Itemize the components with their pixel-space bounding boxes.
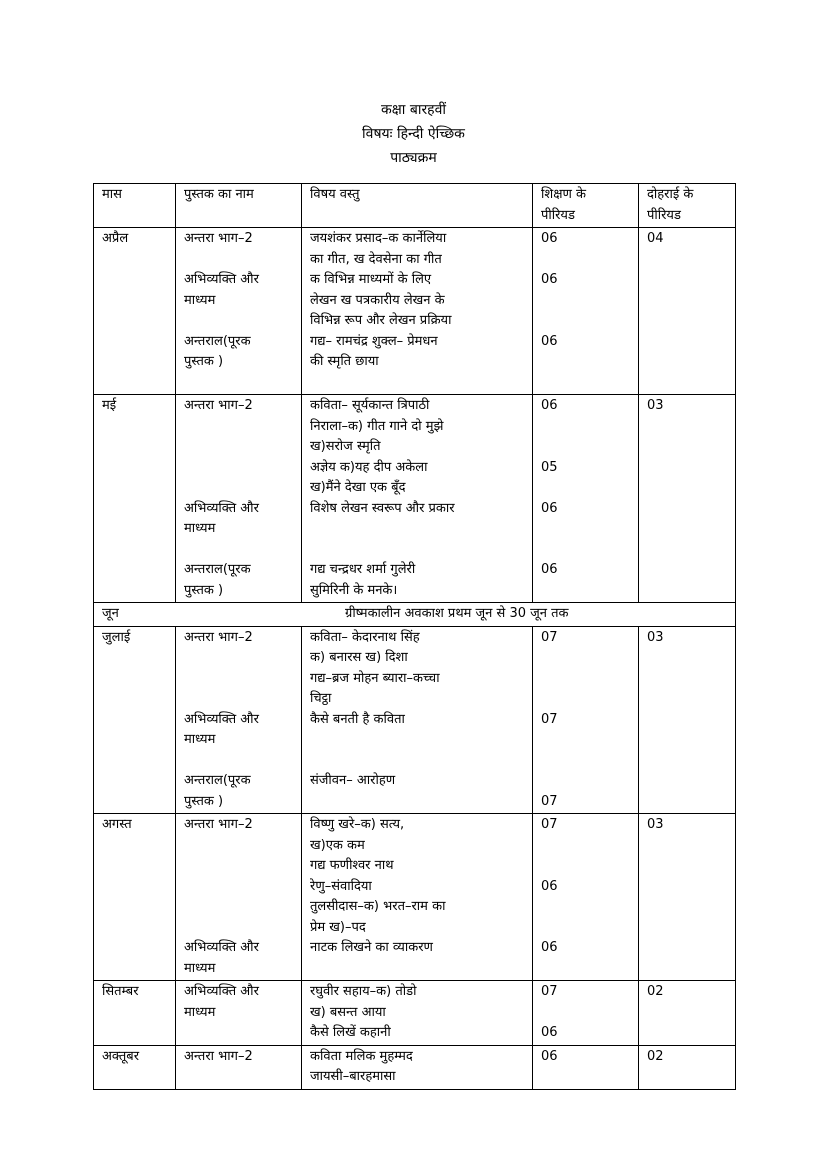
teaching-period [541, 669, 633, 690]
month-cell [94, 814, 176, 981]
book-name [184, 836, 296, 857]
content-line: कैसे बनती है कविता [310, 711, 405, 727]
teaching-period: 06 [541, 1048, 558, 1064]
teaching-period: 06 [541, 333, 558, 349]
book-name: माध्यम [184, 292, 216, 308]
book-cell [176, 228, 302, 395]
content-line: विष्णु खरे–क) सत्य, [310, 817, 405, 832]
book-name: माध्यम [184, 732, 216, 747]
book-name [184, 478, 296, 499]
teaching-period: 06 [541, 500, 558, 516]
month-cell [94, 1045, 176, 1089]
content-line: अज्ञेय क)यह दीप अकेला [310, 459, 428, 475]
header-label: पीरियड [647, 207, 681, 223]
content-line: ख)मैंने देखा एक बूँद [310, 480, 406, 495]
book-name: अभिव्यक्ति और [184, 500, 259, 516]
teaching-period: 05 [541, 459, 558, 475]
table-row [94, 626, 736, 814]
table-row [94, 981, 736, 1046]
content-line: जायसी–बारहमासा [310, 1069, 396, 1084]
book-name [184, 669, 296, 690]
teaching-period [541, 771, 633, 792]
teaching-period: 06 [541, 398, 558, 413]
teaching-period [541, 581, 633, 602]
teaching-period [541, 648, 633, 669]
book-name: अभिव्यक्ति और [184, 984, 259, 999]
teaching-period: 07 [541, 793, 558, 809]
book-name: अन्तराल(पूरक [184, 333, 251, 349]
teaching-period [541, 373, 633, 394]
content-line [310, 540, 527, 561]
teaching-period: 07 [541, 817, 558, 832]
header-label: मास [102, 187, 122, 202]
header-label: शिक्षण के [541, 187, 587, 202]
content-line [310, 959, 527, 980]
table-header-row [94, 184, 736, 228]
teaching-period [541, 897, 633, 918]
book-name [184, 689, 296, 710]
teaching-period: 07 [541, 629, 558, 645]
book-name [184, 437, 296, 458]
revision-period: 03 [647, 398, 664, 413]
book-name [184, 856, 296, 877]
content-line: लेखन ख पत्रकारीय लेखन के [310, 292, 445, 308]
teaching-period: 06 [541, 1025, 558, 1040]
teaching-period: 06 [541, 272, 558, 287]
content-line: का गीत, ख देवसेना का गीत [310, 251, 442, 267]
book-name [184, 458, 296, 479]
content-line: ख)एक कम [310, 837, 365, 853]
book-name [184, 918, 296, 939]
book-name [184, 1067, 296, 1088]
content-line: ख) बसन्त आया [310, 1004, 386, 1020]
book-name: अभिव्यक्ति और [184, 272, 259, 287]
header-label: विषय वस्तु [310, 187, 360, 202]
teaching-period-cell [533, 395, 639, 603]
content-line: कैसे लिखें कहानी [310, 1025, 391, 1040]
teaching-period [541, 751, 633, 772]
month-label: जून [102, 606, 119, 621]
revision-period: 02 [647, 984, 664, 999]
revision-period-cell [639, 395, 736, 603]
teaching-period-cell [533, 981, 639, 1046]
book-name: पुस्तक ) [184, 354, 224, 369]
content-cell [302, 1045, 533, 1089]
book-cell [176, 395, 302, 603]
revision-period-cell [639, 228, 736, 395]
content-line: रघुवीर सहाय–क) तोडो [310, 984, 417, 999]
table-row [94, 603, 736, 627]
teaching-period [541, 856, 633, 877]
class-title: कक्षा बारहवीं [380, 102, 447, 118]
month-label: अगस्त [102, 817, 132, 832]
revision-period-cell [639, 814, 736, 981]
vacation-note [176, 603, 736, 627]
book-name [184, 417, 296, 438]
book-cell [176, 814, 302, 981]
table-row [94, 1045, 736, 1089]
book-name: अन्तरा भाग–2 [184, 398, 253, 413]
vacation-note-text: ग्रीष्मकालीन अवकाश प्रथम जून से 30 जून तक [344, 606, 569, 621]
teaching-period [541, 519, 633, 540]
teaching-period [541, 836, 633, 857]
content-line: कविता मलिक मुहम्मद [310, 1048, 413, 1064]
month-cell [94, 981, 176, 1046]
content-line [310, 751, 527, 772]
teaching-period [541, 417, 633, 438]
header-cell [639, 184, 736, 228]
book-name [184, 751, 296, 772]
book-name: अन्तरा भाग–2 [184, 1048, 253, 1064]
content-line: सुमिरिनी के मनके। [310, 582, 398, 598]
table-row [94, 395, 736, 603]
content-cell [302, 228, 533, 395]
book-name: पुस्तक ) [184, 582, 224, 598]
content-line: प्रेम ख)–पद [310, 919, 366, 935]
header-label: पीरियड [541, 207, 575, 223]
revision-period-cell [639, 1045, 736, 1089]
syllabus-title: पाठ्यक्रम [390, 150, 437, 166]
syllabus-table [93, 183, 736, 1090]
teaching-period-cell [533, 814, 639, 981]
content-line [310, 519, 527, 540]
header-cell [94, 184, 176, 228]
content-line [310, 730, 527, 751]
teaching-period-cell [533, 626, 639, 814]
revision-period: 02 [647, 1048, 664, 1064]
book-cell [176, 626, 302, 814]
book-name: अन्तराल(पूरक [184, 773, 251, 788]
header-cell [176, 184, 302, 228]
teaching-period: 07 [541, 984, 558, 999]
content-line: कविता– केदारनाथ सिंह [310, 629, 420, 645]
teaching-period [541, 959, 633, 980]
teaching-period: 06 [541, 231, 558, 246]
content-cell [302, 626, 533, 814]
book-name [184, 250, 296, 271]
content-line [310, 373, 527, 394]
content-line: क) बनारस ख) दिशा [310, 650, 408, 665]
month-cell [94, 395, 176, 603]
content-cell [302, 395, 533, 603]
content-line: गद्य चन्द्रधर शर्मा गुलेरी [310, 562, 416, 577]
book-name [184, 897, 296, 918]
content-line: कविता– सूर्यकान्त त्रिपाठी [310, 398, 430, 413]
content-line: गद्य–ब्रज मोहन ब्यारा–कच्चा [310, 670, 440, 686]
book-cell [176, 1045, 302, 1089]
content-line: चिट्ठा [310, 691, 332, 706]
content-line: ख)सरोज स्मृति [310, 439, 381, 454]
teaching-period-cell [533, 228, 639, 395]
content-line: गद्य– रामचंद्र शुक्ल– प्रेमधन [310, 333, 438, 349]
book-name: पुस्तक ) [184, 793, 224, 809]
teaching-period: 06 [541, 878, 558, 894]
revision-period-cell [639, 981, 736, 1046]
teaching-period [541, 918, 633, 939]
teaching-period [541, 478, 633, 499]
book-name: अन्तरा भाग–2 [184, 817, 253, 832]
header-cell [302, 184, 533, 228]
teaching-period [541, 437, 633, 458]
content-line: नाटक लिखने का व्याकरण [310, 940, 433, 955]
content-line: विभिन्न रूप और लेखन प्रक्रिया [310, 313, 452, 328]
revision-period: 03 [647, 817, 664, 832]
teaching-period: 07 [541, 711, 558, 727]
content-line: विशेष लेखन स्वरूप और प्रकार [310, 500, 455, 516]
month-cell [94, 228, 176, 395]
book-name [184, 311, 296, 332]
content-line: रेणु–संवादिया [310, 878, 372, 894]
header-label: दोहराई के [647, 187, 694, 202]
teaching-period [541, 291, 633, 312]
content-line: तुलसीदास–क) भरत–राम का [310, 899, 446, 914]
teaching-period [541, 540, 633, 561]
book-name: अन्तरा भाग–2 [184, 231, 253, 246]
revision-period-cell [639, 626, 736, 814]
content-line: की स्मृति छाया [310, 354, 379, 369]
book-name: माध्यम [184, 960, 216, 976]
teaching-period [541, 352, 633, 373]
teaching-period [541, 1003, 633, 1024]
teaching-period [541, 689, 633, 710]
revision-period: 03 [647, 629, 664, 645]
book-cell [176, 981, 302, 1046]
book-name: माध्यम [184, 521, 216, 536]
month-label: जुलाई [102, 629, 131, 645]
book-name: अभिव्यक्ति और [184, 711, 259, 727]
content-line: क विभिन्न माध्यमों के लिए [310, 272, 432, 287]
month-label: सितम्बर [102, 984, 139, 999]
teaching-period: 06 [541, 562, 558, 577]
content-line: गद्य फणीश्वर नाथ [310, 858, 394, 873]
month-label: मई [102, 398, 117, 413]
book-name: अन्तरा भाग–2 [184, 629, 253, 645]
book-name: अभिव्यक्ति और [184, 940, 259, 955]
content-cell [302, 814, 533, 981]
header-label: पुस्तक का नाम [184, 187, 254, 202]
teaching-period-cell [533, 1045, 639, 1089]
book-name: माध्यम [184, 1004, 216, 1020]
month-cell [94, 626, 176, 814]
month-cell [94, 603, 176, 627]
book-name [184, 877, 296, 898]
content-line [310, 792, 527, 813]
teaching-period [541, 311, 633, 332]
teaching-period [541, 1067, 633, 1088]
book-name [184, 373, 296, 394]
content-cell [302, 981, 533, 1046]
table-row [94, 228, 736, 395]
subject-title: विषयः हिन्दी ऐच्छिक [362, 126, 465, 142]
table-row [94, 814, 736, 981]
header-cell [533, 184, 639, 228]
book-name: अन्तराल(पूरक [184, 562, 251, 577]
content-line: निराला–क) गीत गाने दो मुझे [310, 418, 444, 434]
revision-period: 04 [647, 231, 664, 246]
teaching-period [541, 250, 633, 271]
book-name [184, 1023, 296, 1044]
month-label: अप्रैल [102, 231, 129, 246]
teaching-period: 06 [541, 940, 558, 955]
book-name [184, 540, 296, 561]
content-line: संजीवन– आरोहण [310, 773, 396, 788]
teaching-period [541, 730, 633, 751]
content-line: जयशंकर प्रसाद–क कार्नेलिया [310, 231, 447, 246]
book-name [184, 648, 296, 669]
month-label: अक्तूबर [102, 1048, 140, 1064]
